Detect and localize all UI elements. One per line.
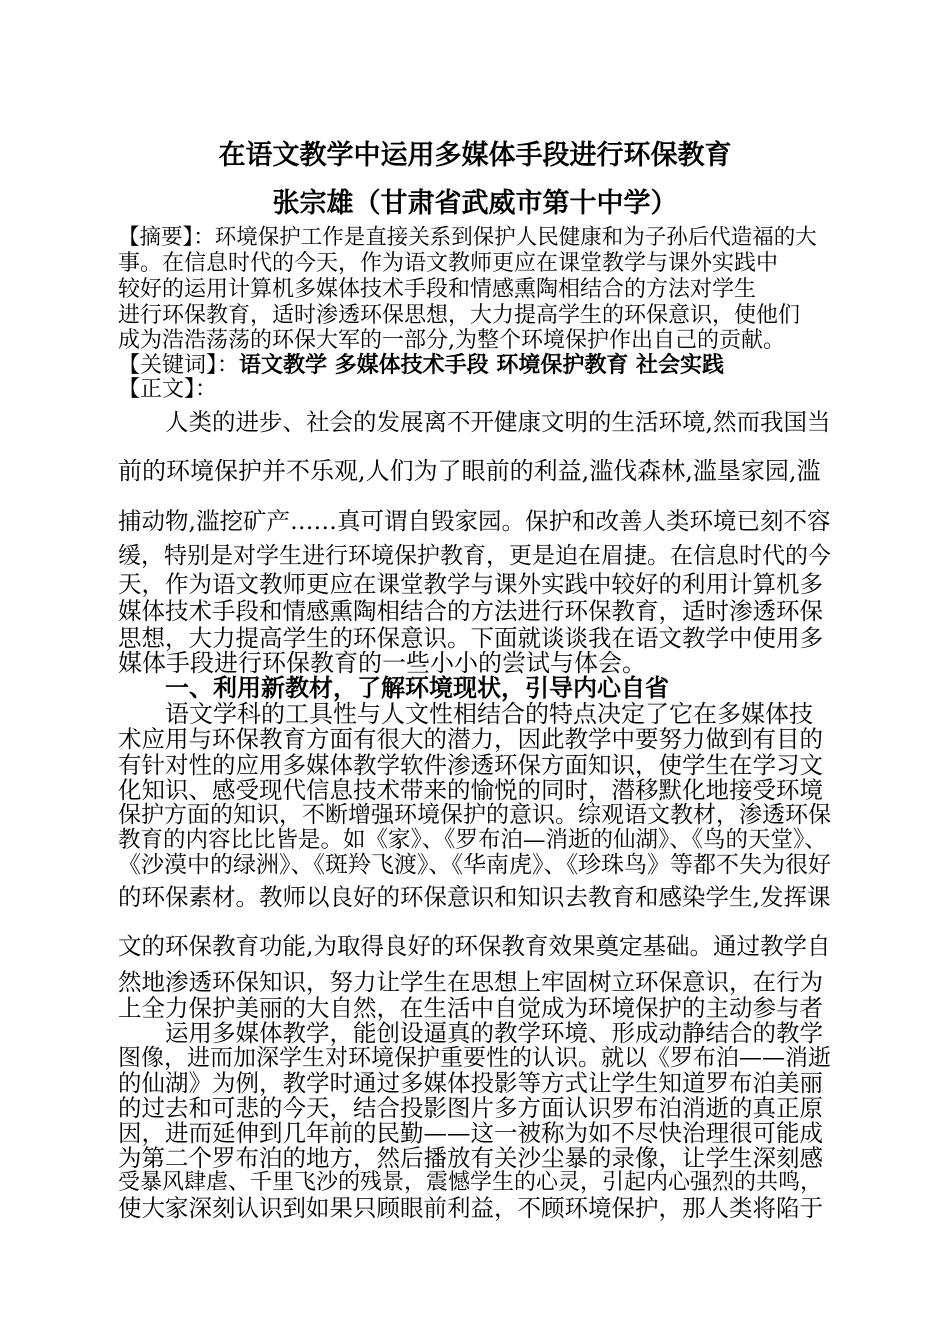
section-line: 文的环保教育功能,为取得良好的环保教育效果奠定基础。通过教学自 [118,932,831,960]
section-line: 的过去和可悲的今天，结合投影图片多方面认识罗布泊消逝的真正原 [118,1094,823,1122]
section-line: 为第二个罗布泊的地方，然后播放有关沙尘暴的录像，让学生深刻感 [118,1144,823,1172]
abstract-text: ：环境保护工作是直接关系到保护人民健康和为子孙后代造福的大 [193,225,817,250]
body-line: 媒体技术手段和情感熏陶相结合的方法进行环保教育，适时渗透环保 [118,597,823,625]
section-line: 语文学科的工具性与人文性相结合的特点决定了它在多媒体技 [165,700,813,728]
body-line: 媒体手段进行环保教育的一些小小的尝试与体会。 [118,649,646,677]
document-title: 在语文教学中运用多媒体手段进行环保教育 [218,140,732,171]
section-line: 保护方面的知识，不断增强环境保护的意识。综观语文教材，渗透环保 [118,802,831,828]
section-line: 的环保素材。教师以良好的环保意识和知识去教育和感染学生,发挥课 [118,883,831,911]
section-line: 术应用与环保教育方面有很大的潜力，因此教学中要努力做到有目的 [118,725,823,753]
section-line: 运用多媒体教学，能创设逼真的教学环境、形成动静结合的教学 [165,1019,823,1047]
section-line: 受暴风肆虐、千里飞沙的残景，震憾学生的心灵，引起内心强烈的共鸣， [118,1170,823,1195]
body-line: 缓，特别是对学生进行环境保护教育，更是迫在眉捷。在信息时代的今 [118,543,831,569]
section-line: 然地渗透环保知识，努力让学生在思想上牢固树立环保意识，在行为 [118,968,823,996]
keywords-text: 语文教学 多媒体技术手段 环境保护教育 社会实践 [239,352,724,378]
body-label: 【正文】： [118,377,218,402]
section-line: 的仙湖》为例，教学时通过多媒体投影等方式让学生知道罗布泊美丽 [118,1069,823,1097]
body-line: 捕动物,滥挖矿产……真可谓自毁家园。保护和改善人类环境已刻不容 [118,507,831,535]
section-line: 有针对性的应用多媒体教学软件渗透环保方面知识，使学生在学习文 [118,751,823,779]
section-line: 因，进而延伸到几年前的民勤——这一被称为如不尽快治理很可能成 [118,1119,823,1147]
section-line: 《沙漠中的绿洲》、《斑羚飞渡》、《华南虎》、《珍珠鸟》等都不失为很好 [118,852,831,878]
body-line: 天，作为语文教师更应在课堂教学与课外实践中较好的利用计算机多 [118,570,823,598]
abstract-line: 成为浩浩荡荡的环保大军的一部分,为整个环境保护作出自己的贡献。 [118,328,785,353]
body-line: 思想，大力提高学生的环保意识。下面就谈谈我在语文教学中使用多 [118,624,823,652]
author-line: 张宗雄（甘肃省武威市第十中学） [272,188,678,219]
abstract-label: 【摘要】 [118,225,194,250]
section-line: 使大家深刻认识到如果只顾眼前利益，不顾环境保护，那人类将陷于 [118,1194,823,1222]
section-line: 化知识、感受现代信息技术带来的愉悦的同时，潜移默化地接受环境 [118,776,823,804]
body-line: 前的环境保护并不乐观,人们为了眼前的利益,滥伐森林,滥垦家园,滥 [118,457,821,485]
abstract-line: 进行环保教育，适时渗透环保思想，大力提高学生的环保意识，使他们 [118,303,801,328]
abstract-line: 较好的运用计算机多媒体技术手段和情感熏陶相结合的方法对学生 [118,277,757,302]
keywords-label: 【关键词】： [118,353,240,378]
section-heading: 一、利用新教材，了解环境现状，引导内心自省 [165,673,669,702]
section-line: 上全力保护美丽的大自然，在生活中自觉成为环境保护的主动参与者 [118,994,823,1022]
section-line: 图像，进而加深学生对环境保护重要性的认识。就以《罗布泊——消逝 [118,1045,831,1071]
section-line: 教育的内容比比皆是。如《家》、《罗布泊—消逝的仙湖》、《鸟的天堂》、 [118,827,827,853]
body-line: 人类的进步、社会的发展离不开健康文明的生活环境,然而我国当 [165,408,831,436]
abstract-line: 事。在信息时代的今天，作为语文教师更应在课堂教学与课外实践中 [118,251,779,276]
abstract-line [118,224,817,252]
